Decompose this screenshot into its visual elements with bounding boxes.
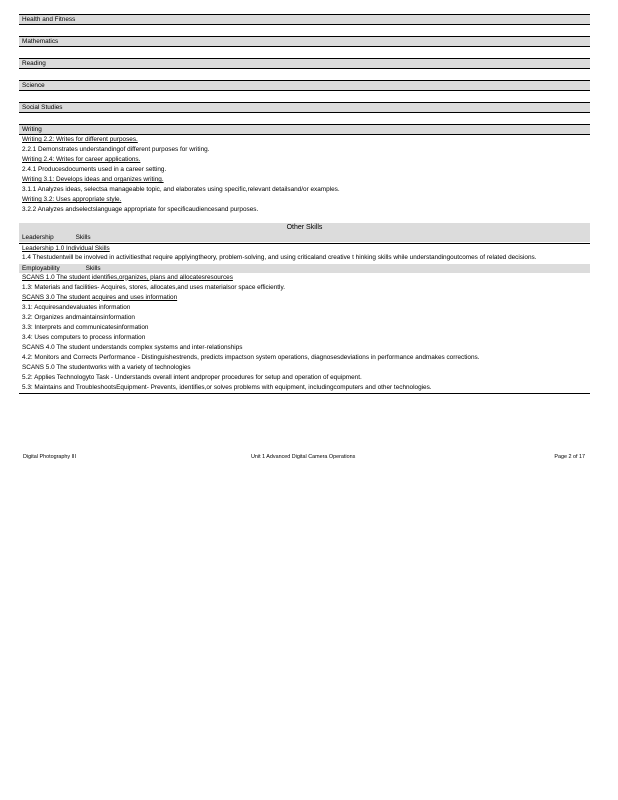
employability-header-label: Employability <box>22 264 60 272</box>
leadership-standard: Leadership 1.0 Individual Skills <box>22 245 110 252</box>
scans-benchmark: 5.2: Applies Technologyto Task - Understands overall intent andproper procedures for setup and operation of equipment. <box>22 373 362 381</box>
section-body-reading <box>19 69 590 81</box>
writing-standard: Writing 2.2: Writes for different purposes. <box>22 136 138 143</box>
standards-document <box>19 14 590 394</box>
section-body-health <box>19 25 590 37</box>
section-header-social: Social Studies <box>19 103 590 113</box>
section-body-math <box>19 47 590 59</box>
writing-benchmark: 2.2.1 Demonstrates understandingof different purposes for writing. <box>22 146 210 153</box>
section-header-reading: Reading <box>19 59 590 69</box>
writing-standard: Writing 3.1: Develops ideas and organizes writing. <box>22 176 164 183</box>
footer-course: Digital Photography III <box>23 454 77 460</box>
leadership-header-label: Leadership <box>22 234 54 241</box>
leadership-header <box>19 233 590 242</box>
footer-unit: Unit 1 Advanced Digital Camera Operations <box>251 454 356 460</box>
page-footer <box>23 452 585 462</box>
section-header-writing: Writing <box>19 125 590 135</box>
writing-benchmark: 3.2.2 Analyzes andselectslanguage appropriate for specificaudiencesand purposes. <box>22 206 259 213</box>
scans-standard: SCANS 1.0 The student identifies,organizes, plans and allocatesresources <box>22 273 233 281</box>
employability-header <box>19 264 590 273</box>
section-header-health: Health and Fitness <box>19 15 590 25</box>
leadership-benchmark: 1.4 Thestudentwill be involved in activitiesthat require applyingtheory, problem-solving, and using criticaland creative t hinking skills while understandingoutcomes of related decisions. <box>22 254 537 261</box>
scans-benchmark: 3.3: Interprets and communicatesinformation <box>22 323 149 331</box>
writing-benchmark: 3.1.1 Analyzes ideas, selectsa manageable topic, and elaborates using specific,relevant detailsand/or examples. <box>22 186 340 193</box>
section-header-science: Science <box>19 81 590 91</box>
writing-standard: Writing 2.4: Writes for career applications. <box>22 156 141 163</box>
leadership-header-skills: Skills <box>75 234 91 241</box>
scans-standard: SCANS 4.0 The student understands complex systems and inter-relationships <box>22 343 243 351</box>
section-body-science <box>19 91 590 103</box>
scans-benchmark: 5.3: Maintains and TroubleshootsEquipment- Prevents, identifies,or solves problems with equipment, includingcomputers and other technologies. <box>22 383 432 391</box>
scans-standard: SCANS 5.0 The studentworks with a variety of technologies <box>22 363 191 371</box>
writing-benchmark: 2.4.1 Producesdocuments used in a career setting. <box>22 166 167 173</box>
section-header-math: Mathematics <box>19 37 590 47</box>
writing-standard: Writing 3.2: Uses appropriate style. <box>22 196 122 203</box>
employability-list <box>19 273 590 394</box>
scans-benchmark: 1.3: Materials and facilities- Acquires, stores, allocates,and uses materialsor space efficiently. <box>22 283 285 291</box>
other-skills-header: Other Skills <box>19 223 590 233</box>
employability-header-skills: Skills <box>85 264 101 272</box>
section-body-social <box>19 113 590 125</box>
scans-benchmark: 4.2: Monitors and Corrects Performance - Distinguishestrends, predicts impactson system operations, diagnosesdeviations in performance andmakes corrections. <box>22 353 480 361</box>
writing-list <box>19 135 590 215</box>
scans-benchmark: 3.1: Acquiresandevaluates information <box>22 303 131 311</box>
scans-standard: SCANS 3.0 The student acquires and uses information <box>22 293 178 301</box>
scans-benchmark: 3.4: Uses computers to process information <box>22 333 146 341</box>
scans-benchmark: 3.2: Organizes andmaintainsinformation <box>22 313 135 321</box>
footer-page-number: Page 2 of 17 <box>554 454 585 460</box>
